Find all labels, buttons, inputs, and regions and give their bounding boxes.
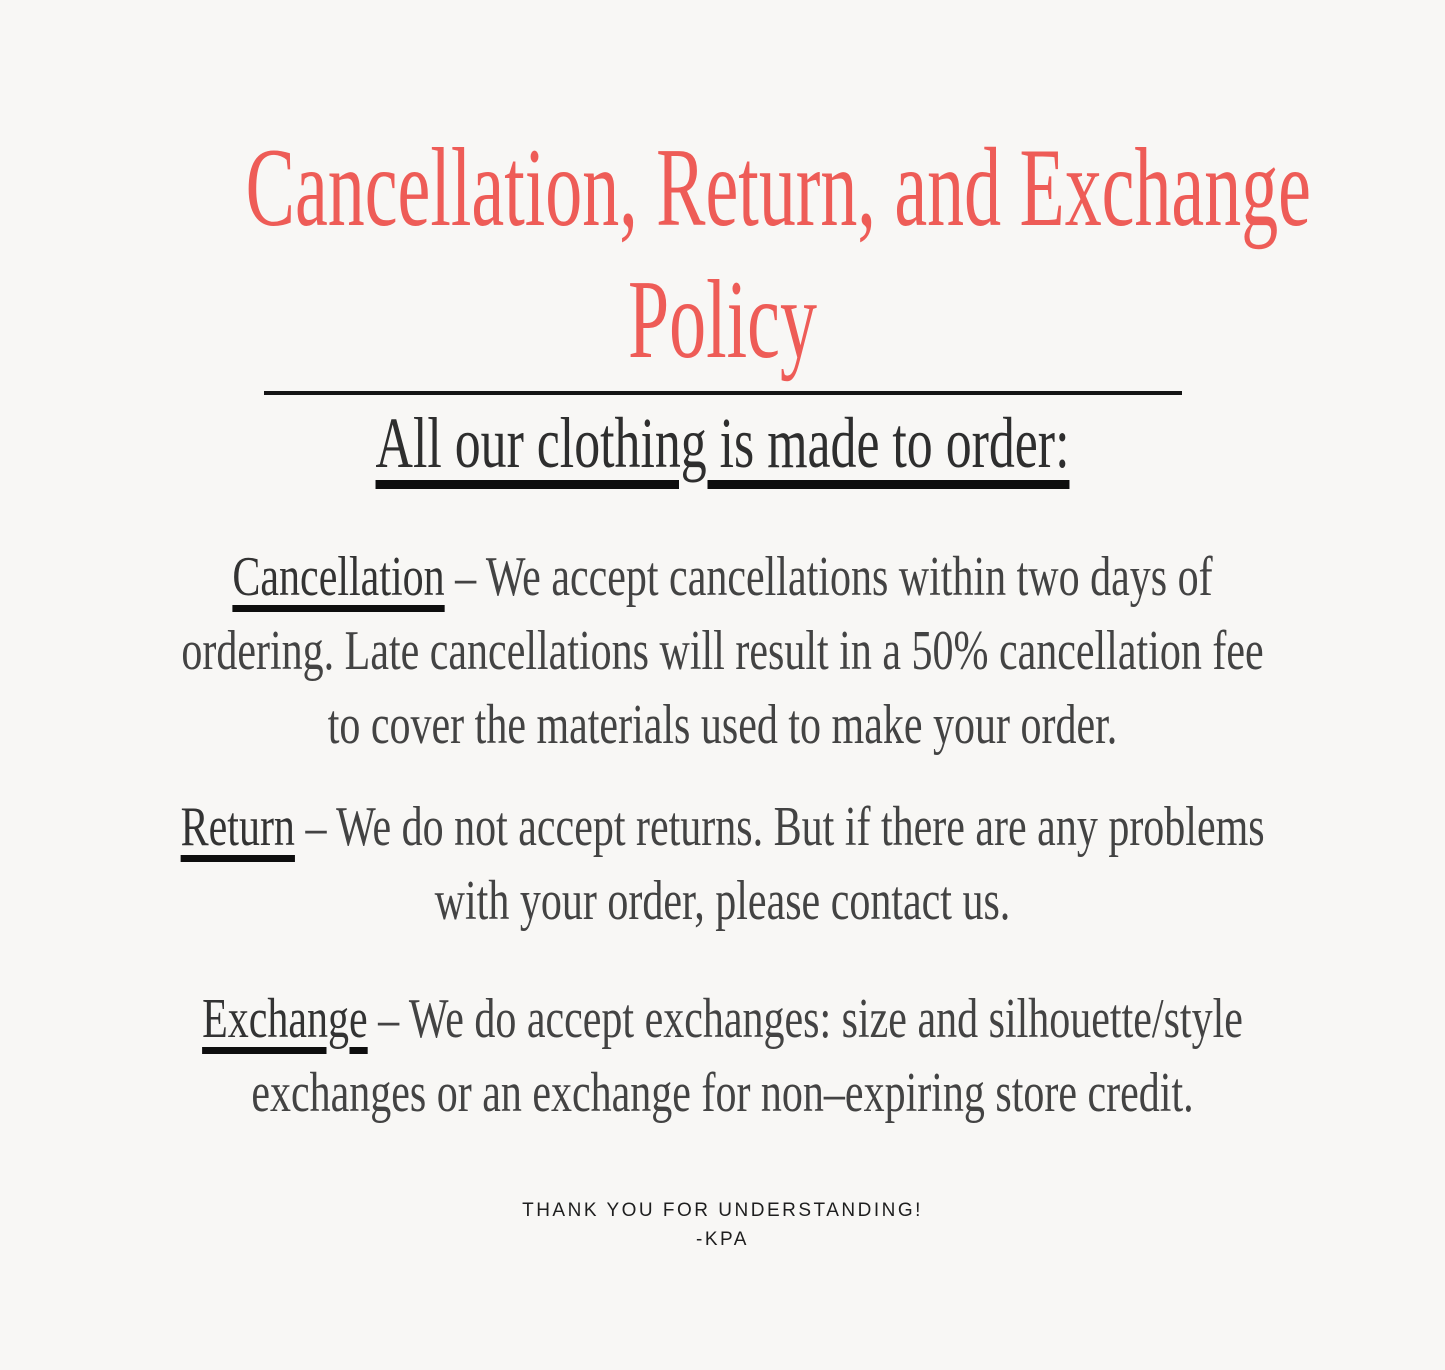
policy-return-line1 bbox=[181, 790, 1265, 864]
page-title-line2: Policy bbox=[628, 258, 817, 383]
policy-cancellation-line3: to cover the materials used to make your order. bbox=[327, 694, 1118, 756]
footer-signature: -KPA bbox=[696, 1229, 749, 1251]
policy-exchange-line1-rest: – We do accept exchanges: size and silhouette/style bbox=[378, 988, 1243, 1050]
page-title-line1: Cancellation, Return, and Exchange bbox=[245, 126, 1311, 250]
policy-exchange-line1 bbox=[181, 982, 1265, 1056]
policy-cancellation bbox=[181, 540, 1265, 762]
policy-return-line2: with your order, please contact us. bbox=[434, 870, 1011, 932]
title-divider bbox=[264, 391, 1182, 395]
policy-return-term: Return bbox=[180, 796, 295, 858]
policy-exchange bbox=[181, 982, 1265, 1130]
policy-cancellation-line1 bbox=[181, 540, 1265, 614]
policy-return-line1-rest: – We do not accept returns. But if there are any problems bbox=[305, 796, 1265, 858]
footer-thanks: THANK YOU FOR UNDERSTANDING! bbox=[522, 1200, 923, 1221]
policy-exchange-term: Exchange bbox=[202, 988, 368, 1050]
policy-return bbox=[181, 790, 1265, 938]
page-title bbox=[245, 122, 1311, 386]
policy-cancellation-term: Cancellation bbox=[232, 546, 445, 608]
footer bbox=[0, 1196, 1445, 1255]
subtitle bbox=[202, 402, 1242, 485]
policy-cancellation-line1-rest: – We accept cancellations within two days of bbox=[455, 546, 1213, 608]
policy-exchange-line2: exchanges or an exchange for non–expiring store credit. bbox=[251, 1062, 1194, 1124]
subtitle-text: All our clothing is made to order: bbox=[375, 403, 1070, 483]
policy-cancellation-line2: ordering. Late cancellations will result in a 50% cancellation fee bbox=[181, 620, 1264, 682]
